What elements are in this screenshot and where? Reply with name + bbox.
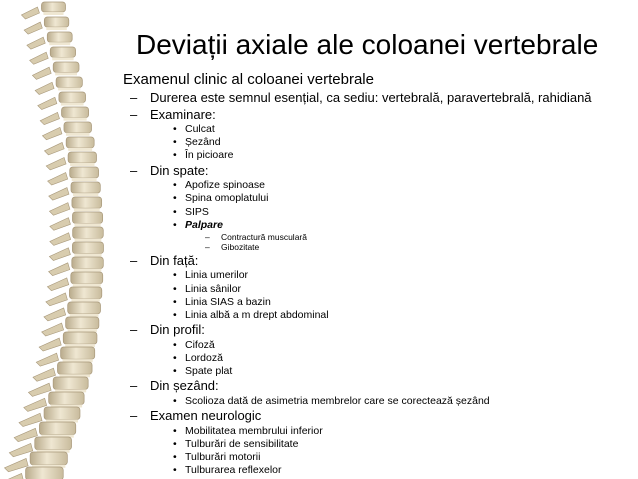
list-item	[173, 365, 633, 378]
vertebra-process	[47, 278, 68, 291]
bullet-marker: •	[173, 205, 177, 218]
intervertebral-disc	[61, 103, 84, 106]
list-item	[173, 192, 633, 205]
vertebra-process	[19, 413, 42, 426]
vertebra-body	[68, 152, 96, 163]
intervertebral-disc	[74, 208, 100, 211]
item-list	[150, 425, 633, 478]
item-label: Apofize spinoase	[185, 179, 265, 192]
bullet-marker: •	[173, 192, 177, 205]
intervertebral-disc	[70, 163, 94, 166]
item-label: Spate plat	[185, 365, 233, 378]
intervertebral-disc	[74, 254, 101, 257]
vertebra-process	[50, 218, 71, 231]
vertebra-process	[49, 263, 70, 276]
vertebra-process	[28, 383, 51, 396]
vertebra-body	[66, 317, 99, 329]
bullet-marker: •	[173, 136, 177, 149]
vertebra-body	[57, 362, 92, 374]
dash-marker: –	[130, 408, 138, 424]
intervertebral-disc	[71, 299, 99, 302]
outline-section	[123, 163, 633, 253]
bullet-marker: •	[173, 149, 177, 162]
vertebra-body	[72, 197, 102, 208]
vertebra-body	[72, 242, 103, 254]
intervertebral-disc	[52, 57, 73, 60]
vertebra-body	[49, 392, 84, 404]
vertebra-body	[35, 437, 72, 450]
vertebra-body	[71, 272, 103, 284]
subitem-label: Gibozitate	[221, 242, 260, 253]
bullet-marker: •	[173, 295, 177, 308]
outline-list	[123, 90, 633, 477]
item-list	[150, 179, 633, 253]
vertebra-process	[44, 142, 64, 154]
section-row	[130, 408, 633, 425]
section-row	[130, 90, 633, 107]
vertebra-body	[68, 302, 101, 314]
intervertebral-disc	[68, 329, 97, 332]
intervertebral-disc	[66, 133, 90, 136]
slide-subtitle: Examenul clinic al coloanei vertebrale	[123, 71, 374, 88]
intervertebral-disc	[75, 238, 102, 241]
list-item	[173, 395, 633, 408]
vertebra-body	[39, 422, 75, 435]
vertebra-process	[0, 473, 24, 479]
outline-section	[123, 107, 633, 163]
vertebra-process	[33, 368, 56, 381]
subitem-label: Contractură musculară	[221, 231, 307, 242]
item-label: Tulburări motorii	[185, 450, 261, 463]
list-item	[173, 296, 633, 309]
intervertebral-disc	[73, 193, 98, 196]
list-item	[173, 136, 633, 149]
bullet-marker: •	[173, 338, 177, 351]
subitem-list	[185, 232, 633, 253]
vertebra-process	[42, 323, 64, 336]
section-label: Din față:	[150, 252, 199, 268]
vertebra-body	[71, 182, 100, 193]
vertebra-process	[49, 188, 69, 201]
subitem	[205, 232, 633, 243]
slide-title: Deviații axiale ale coloanei vertebrale	[136, 29, 599, 60]
vertebra-process	[46, 293, 68, 306]
vertebra-body	[73, 227, 104, 238]
bullet-marker: •	[173, 365, 177, 378]
vertebra-process	[9, 443, 32, 456]
intervertebral-disc	[49, 42, 70, 45]
outline-section	[123, 90, 633, 107]
list-item	[173, 464, 633, 477]
intervertebral-disc	[72, 178, 97, 181]
dash-marker: –	[130, 322, 138, 338]
vertebra-body	[30, 452, 67, 465]
section-label: Examen neurologic	[150, 408, 262, 424]
intervertebral-disc	[43, 12, 63, 15]
bullet-marker: •	[173, 394, 177, 407]
vertebra-body	[44, 407, 80, 420]
section-label: Durerea este semnul esențial, ca sediu: vertebrală, paravertebrală, rahidiană	[150, 90, 592, 105]
list-item	[173, 339, 633, 352]
dash-marker: –	[130, 106, 138, 122]
vertebra-body	[66, 137, 94, 148]
dash-marker: –	[205, 242, 210, 253]
item-label: Mobilitatea membrului inferior	[185, 424, 323, 437]
bullet-marker: •	[173, 464, 177, 477]
section-row	[130, 106, 633, 124]
vertebra-process	[24, 398, 47, 411]
bullet-marker: •	[173, 450, 177, 463]
vertebra-process	[38, 97, 57, 109]
item-label: Linia SIAS a bazin	[185, 295, 271, 308]
vertebra-body	[64, 122, 92, 133]
list-item	[173, 219, 633, 253]
section-row	[130, 252, 633, 270]
dash-marker: –	[130, 90, 138, 105]
intervertebral-disc	[55, 72, 77, 75]
vertebra-process	[39, 338, 61, 351]
section-row	[130, 378, 633, 395]
outline-section	[123, 408, 633, 477]
list-item	[173, 149, 633, 162]
outline-section	[123, 322, 633, 378]
vertebra-process	[40, 112, 59, 124]
list-item	[173, 269, 633, 282]
outline-section	[123, 378, 633, 408]
list-item	[173, 352, 633, 365]
vertebra-process	[30, 52, 49, 64]
vertebra-body	[72, 257, 104, 269]
item-label: Spina omoplatului	[185, 192, 269, 205]
vertebra-process	[27, 37, 45, 49]
vertebra-process	[4, 458, 28, 471]
list-item	[173, 438, 633, 451]
item-label: SIPS	[185, 205, 209, 218]
bullet-marker: •	[173, 309, 177, 322]
item-label: Palpare	[185, 218, 223, 231]
item-label: Culcat	[185, 123, 215, 135]
item-label: Lordoză	[185, 351, 223, 364]
list-item	[173, 179, 633, 192]
item-list	[150, 269, 633, 322]
bullet-marker: •	[173, 179, 177, 192]
vertebra-process	[21, 7, 39, 19]
bullet-marker: •	[173, 282, 177, 295]
vertebra-process	[50, 233, 71, 246]
intervertebral-disc	[64, 118, 87, 121]
list-item	[173, 283, 633, 296]
section-label: Din șezând:	[150, 378, 219, 394]
intervertebral-disc	[46, 27, 66, 30]
vertebra-body	[63, 332, 97, 344]
bullet-marker: •	[173, 437, 177, 450]
item-list	[150, 395, 633, 408]
list-item	[173, 206, 633, 219]
vertebra-process	[35, 82, 54, 94]
vertebra-body	[26, 467, 64, 479]
vertebra-body	[50, 47, 75, 57]
vertebra-process	[46, 157, 66, 169]
intervertebral-disc	[70, 314, 99, 317]
vertebra-process	[44, 308, 66, 321]
vertebra-body	[70, 167, 99, 178]
item-list	[150, 123, 633, 163]
list-item	[173, 309, 633, 322]
vertebra-process	[36, 353, 58, 366]
intervertebral-disc	[58, 87, 80, 90]
bullet-marker: •	[173, 424, 177, 437]
item-label: Cifoză	[185, 338, 215, 351]
item-label: Șezând	[185, 136, 221, 149]
vertebra-body	[59, 92, 86, 103]
dash-marker: –	[130, 162, 138, 178]
vertebra-process	[42, 127, 62, 139]
vertebra-process	[49, 203, 69, 216]
intervertebral-disc	[74, 223, 100, 226]
section-label: Din spate:	[150, 162, 209, 178]
vertebra-process	[32, 67, 51, 79]
vertebra-process	[14, 428, 37, 441]
section-row	[130, 322, 633, 339]
intervertebral-disc	[68, 148, 92, 151]
item-label: Scolioza dată de asimetria membrelor care se corectează șezând	[185, 394, 490, 407]
bullet-marker: •	[173, 218, 177, 231]
vertebra-process	[48, 173, 68, 186]
vertebra-body	[62, 107, 89, 118]
item-label: Linia albă a m drept abdominal	[185, 309, 329, 322]
vertebra-process	[49, 248, 70, 261]
list-item	[173, 451, 633, 464]
list-item	[173, 123, 633, 136]
item-list	[150, 339, 633, 379]
item-label: Tulburarea reflexelor	[185, 464, 282, 477]
item-label: Tulburări de sensibilitate	[185, 437, 299, 450]
dash-marker: –	[130, 378, 138, 394]
section-row	[130, 162, 633, 180]
vertebra-body	[61, 347, 95, 359]
bullet-marker: •	[173, 351, 177, 364]
intervertebral-disc	[73, 284, 101, 287]
vertebra-body	[53, 62, 79, 72]
slide-content	[123, 71, 633, 477]
dash-marker: –	[205, 231, 210, 242]
dash-marker: –	[130, 252, 138, 268]
vertebra-process	[24, 22, 42, 34]
subitem	[205, 242, 633, 253]
vertebra-body	[53, 377, 88, 389]
item-label: În picioare	[185, 149, 234, 162]
vertebra-body	[72, 212, 102, 223]
list-item	[173, 425, 633, 438]
item-label: Linia sânilor	[185, 282, 242, 295]
intervertebral-disc	[74, 269, 102, 272]
bullet-marker: •	[173, 269, 177, 282]
intervertebral-disc	[65, 344, 95, 347]
section-label: Din profil:	[150, 322, 205, 338]
vertebra-body	[56, 77, 82, 87]
vertebra-body	[69, 287, 101, 299]
item-label: Linia umerilor	[185, 269, 249, 282]
vertebra-body	[44, 17, 68, 27]
outline-section	[123, 253, 633, 322]
bullet-marker: •	[173, 123, 177, 135]
vertebra-body	[47, 32, 72, 42]
vertebra-body	[41, 2, 65, 12]
section-label: Examinare:	[150, 106, 216, 122]
